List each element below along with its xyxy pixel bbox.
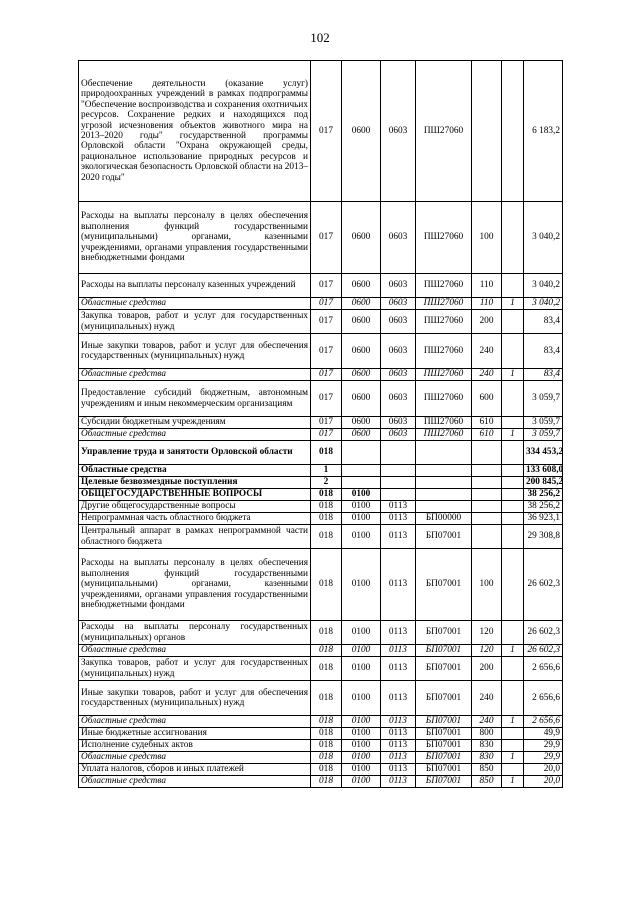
section-code: 0100 [342,525,381,549]
table-row [79,369,563,381]
section-code: 0100 [342,645,381,657]
expense-name: Областные средства [79,429,311,441]
expense-type-code: 800 [472,728,502,740]
funding-source-code [502,549,524,621]
department-code: 017 [311,202,342,274]
table-row [79,298,563,310]
expense-type-code: 240 [472,716,502,728]
expense-type-code [472,441,502,465]
subsection-code: 0603 [381,310,416,334]
section-code: 0600 [342,334,381,369]
section-code: 0100 [342,764,381,776]
table-row [79,501,563,513]
department-code: 017 [311,417,342,429]
table-row [79,465,563,477]
funding-source-code [502,61,524,202]
amount: 29,9 [524,740,563,752]
expense-type-code: 610 [472,429,502,441]
amount: 26 602,3 [524,621,563,645]
expense-name: Областные средства [79,465,311,477]
table-row [79,525,563,549]
subsection-code: 0113 [381,549,416,621]
section-code: 0600 [342,298,381,310]
table-row [79,740,563,752]
table-row [79,441,563,465]
amount: 200 845,2 [524,477,563,489]
expense-type-code [472,501,502,513]
department-code: 017 [311,369,342,381]
expense-name: Расходы на выплаты персоналу в целях обеспечения выполнения функций государственными (муниципальными) органами, казенными учреждениями, органами управления государственными внебюджетными фондами [79,202,311,274]
table-row [79,310,563,334]
section-code: 0600 [342,381,381,417]
department-code: 2 [311,477,342,489]
section-code: 0100 [342,621,381,645]
amount: 3 059,7 [524,417,563,429]
expense-name: Областные средства [79,645,311,657]
funding-source-code [502,764,524,776]
amount: 3 040,2 [524,202,563,274]
funding-source-code [502,465,524,477]
funding-source-code [502,477,524,489]
department-code: 018 [311,776,342,788]
expense-name: Закупка товаров, работ и услуг для государственных (муниципальных) нужд [79,310,311,334]
amount: 3 059,7 [524,429,563,441]
funding-source-code: 1 [502,645,524,657]
department-code: 018 [311,501,342,513]
department-code: 1 [311,465,342,477]
section-code [342,477,381,489]
expense-name: Непрограммная часть областного бюджета [79,513,311,525]
expense-type-code [472,61,502,202]
target-item-code: БП07001 [416,645,472,657]
section-code: 0100 [342,776,381,788]
department-code: 018 [311,489,342,501]
table-row [79,728,563,740]
expense-name: Расходы на выплаты персоналу в целях обеспечения выполнения функций государственными (муниципальными) органами, казенными учреждениями, органами управления государственными внебюджетными фондами [79,549,311,621]
section-code: 0100 [342,501,381,513]
expense-name: Центральный аппарат в рамках непрограммной части областного бюджета [79,525,311,549]
funding-source-code [502,334,524,369]
section-code: 0100 [342,513,381,525]
expense-type-code [472,525,502,549]
expense-name: Иные бюджетные ассигнования [79,728,311,740]
subsection-code [381,465,416,477]
section-code: 0600 [342,417,381,429]
target-item-code: ПШ27060 [416,334,472,369]
expense-name: Предоставление субсидий бюджетным, автономным учреждениям и иным некоммерческим организациям [79,381,311,417]
target-item-code: ПШ27060 [416,381,472,417]
expense-name: Управление труда и занятости Орловской области [79,441,311,465]
amount: 29,9 [524,752,563,764]
amount: 3 040,2 [524,274,563,298]
amount: 20,0 [524,764,563,776]
expense-type-code: 600 [472,381,502,417]
section-code [342,465,381,477]
department-code: 018 [311,621,342,645]
subsection-code: 0603 [381,61,416,202]
amount: 6 183,2 [524,61,563,202]
subsection-code: 0113 [381,501,416,513]
department-code: 018 [311,740,342,752]
expense-type-code: 850 [472,764,502,776]
table-row [79,429,563,441]
section-code [342,441,381,465]
table-row [79,764,563,776]
expense-type-code: 200 [472,310,502,334]
subsection-code: 0113 [381,681,416,716]
section-code: 0100 [342,549,381,621]
table-row [79,489,563,501]
section-code: 0600 [342,310,381,334]
target-item-code: БП07001 [416,716,472,728]
amount: 26 602,3 [524,645,563,657]
department-code: 017 [311,298,342,310]
subsection-code: 0113 [381,728,416,740]
subsection-code: 0113 [381,716,416,728]
expense-type-code: 830 [472,752,502,764]
table-row [79,334,563,369]
target-item-code: БП07001 [416,549,472,621]
target-item-code: ПШ27060 [416,417,472,429]
expense-type-code: 100 [472,202,502,274]
section-code: 0600 [342,429,381,441]
department-code: 018 [311,549,342,621]
table-row [79,621,563,645]
funding-source-code [502,417,524,429]
table-row [79,681,563,716]
expense-type-code [472,477,502,489]
subsection-code: 0603 [381,417,416,429]
department-code: 018 [311,525,342,549]
amount: 83,4 [524,334,563,369]
section-code: 0100 [342,681,381,716]
department-code: 017 [311,334,342,369]
table-row [79,61,563,202]
target-item-code [416,501,472,513]
expense-name: Областные средства [79,752,311,764]
subsection-code: 0113 [381,657,416,681]
department-code: 017 [311,310,342,334]
department-code: 018 [311,441,342,465]
table-row [79,417,563,429]
department-code: 018 [311,657,342,681]
target-item-code: БП07001 [416,681,472,716]
funding-source-code [502,489,524,501]
target-item-code: ПШ27060 [416,429,472,441]
subsection-code: 0603 [381,429,416,441]
department-code: 018 [311,752,342,764]
amount: 2 656,6 [524,716,563,728]
expense-type-code: 240 [472,369,502,381]
funding-source-code [502,202,524,274]
table-row [79,381,563,417]
target-item-code [416,441,472,465]
expense-type-code: 200 [472,657,502,681]
amount: 83,4 [524,310,563,334]
funding-source-code [502,513,524,525]
funding-source-code [502,441,524,465]
amount: 26 602,3 [524,549,563,621]
expense-name: Расходы на выплаты персоналу казенных учреждений [79,274,311,298]
target-item-code [416,465,472,477]
expense-name: Областные средства [79,716,311,728]
table-row [79,776,563,788]
table-row [79,752,563,764]
department-code: 017 [311,274,342,298]
target-item-code: БП07001 [416,621,472,645]
expense-name: Субсидии бюджетным учреждениям [79,417,311,429]
table-row [79,716,563,728]
subsection-code: 0113 [381,621,416,645]
expense-type-code: 120 [472,645,502,657]
table-row [79,645,563,657]
funding-source-code [502,525,524,549]
subsection-code: 0603 [381,334,416,369]
funding-source-code: 1 [502,429,524,441]
target-item-code: БП07001 [416,776,472,788]
funding-source-code: 1 [502,369,524,381]
expense-type-code: 110 [472,274,502,298]
expense-type-code: 110 [472,298,502,310]
expense-type-code: 100 [472,549,502,621]
target-item-code: ПШ27060 [416,202,472,274]
target-item-code: БП07001 [416,764,472,776]
subsection-code: 0603 [381,274,416,298]
amount: 36 923,1 [524,513,563,525]
department-code: 018 [311,681,342,716]
subsection-code: 0603 [381,202,416,274]
subsection-code: 0113 [381,752,416,764]
amount: 20,0 [524,776,563,788]
target-item-code: БП00000 [416,513,472,525]
target-item-code [416,477,472,489]
subsection-code: 0603 [381,298,416,310]
subsection-code: 0603 [381,369,416,381]
expense-name: Закупка товаров, работ и услуг для государственных (муниципальных) нужд [79,657,311,681]
funding-source-code [502,501,524,513]
department-code: 018 [311,728,342,740]
amount: 49,9 [524,728,563,740]
table-row [79,513,563,525]
amount: 83,4 [524,369,563,381]
department-code: 017 [311,61,342,202]
amount: 334 453,2 [524,441,563,465]
subsection-code: 0113 [381,740,416,752]
funding-source-code [502,310,524,334]
department-code: 018 [311,764,342,776]
funding-source-code [502,621,524,645]
expense-type-code: 850 [472,776,502,788]
section-code: 0100 [342,489,381,501]
funding-source-code [502,740,524,752]
funding-source-code [502,681,524,716]
amount: 2 656,6 [524,681,563,716]
section-code: 0100 [342,752,381,764]
expense-type-code: 240 [472,334,502,369]
table-row [79,549,563,621]
funding-source-code [502,381,524,417]
expense-name: Исполнение судебных актов [79,740,311,752]
section-code: 0100 [342,728,381,740]
amount: 3 040,2 [524,298,563,310]
target-item-code: БП07001 [416,657,472,681]
department-code: 018 [311,645,342,657]
expense-type-code: 610 [472,417,502,429]
table-row [79,477,563,489]
funding-source-code: 1 [502,716,524,728]
expense-type-code [472,465,502,477]
amount: 133 608,0 [524,465,563,477]
target-item-code: ПШ27060 [416,61,472,202]
funding-source-code: 1 [502,752,524,764]
expense-type-code [472,489,502,501]
expense-name: ОБЩЕГОСУДАРСТВЕННЫЕ ВОПРОСЫ [79,489,311,501]
subsection-code: 0113 [381,764,416,776]
subsection-code: 0113 [381,645,416,657]
table-row [79,657,563,681]
department-code: 018 [311,513,342,525]
subsection-code: 0113 [381,525,416,549]
table-row [79,202,563,274]
amount: 2 656,6 [524,657,563,681]
expense-name: Уплата налогов, сборов и иных платежей [79,764,311,776]
budget-table [78,60,563,788]
expense-name: Областные средства [79,369,311,381]
amount: 3 059,7 [524,381,563,417]
subsection-code [381,489,416,501]
subsection-code: 0113 [381,513,416,525]
amount: 38 256,2 [524,501,563,513]
expense-type-code: 830 [472,740,502,752]
amount: 29 308,8 [524,525,563,549]
expense-name: Областные средства [79,776,311,788]
section-code: 0100 [342,657,381,681]
expense-name: Обеспечение деятельности (оказание услуг) природоохранных учреждений в рамках подпрограммы "Обеспечение воспроизводства и сохранения охотничьих ресурсов. Сохранение редких и находящихся под угрозой исчезновения объектов животного мира на 2013–2020 годы" государственной программы Орловской области "Охрана окружающей среды, рациональное использование природных ресурсов и экологическая безопасность Орловской области на 2013–2020 годы" [79,61,311,202]
funding-source-code: 1 [502,776,524,788]
section-code: 0600 [342,274,381,298]
section-code: 0600 [342,202,381,274]
section-code: 0600 [342,369,381,381]
target-item-code: БП07001 [416,752,472,764]
table-row [79,274,563,298]
budget-table-body [79,61,563,788]
funding-source-code: 1 [502,298,524,310]
page-number: 102 [310,30,330,45]
subsection-code [381,441,416,465]
subsection-code: 0603 [381,381,416,417]
section-code: 0100 [342,740,381,752]
section-code: 0600 [342,61,381,202]
funding-source-code [502,657,524,681]
target-item-code [416,489,472,501]
target-item-code: БП07001 [416,525,472,549]
expense-name: Другие общегосударственные вопросы [79,501,311,513]
target-item-code: ПШ27060 [416,298,472,310]
expense-name: Иные закупки товаров, работ и услуг для обеспечения государственных (муниципальных) нужд [79,334,311,369]
expense-type-code: 120 [472,621,502,645]
department-code: 017 [311,429,342,441]
expense-name: Областные средства [79,298,311,310]
expense-name: Расходы на выплаты персоналу государственных (муниципальных) органов [79,621,311,645]
subsection-code [381,477,416,489]
section-code: 0100 [342,716,381,728]
expense-type-code: 240 [472,681,502,716]
subsection-code: 0113 [381,776,416,788]
expense-name: Иные закупки товаров, работ и услуг для обеспечения государственных (муниципальных) нужд [79,681,311,716]
department-code: 018 [311,716,342,728]
funding-source-code [502,274,524,298]
department-code: 017 [311,381,342,417]
amount: 38 256,2 [524,489,563,501]
target-item-code: ПШ27060 [416,274,472,298]
target-item-code: БП07001 [416,740,472,752]
target-item-code: ПШ27060 [416,310,472,334]
expense-type-code [472,513,502,525]
target-item-code: БП07001 [416,728,472,740]
funding-source-code [502,728,524,740]
expense-name: Целевые безвозмездные поступления [79,477,311,489]
target-item-code: ПШ27060 [416,369,472,381]
